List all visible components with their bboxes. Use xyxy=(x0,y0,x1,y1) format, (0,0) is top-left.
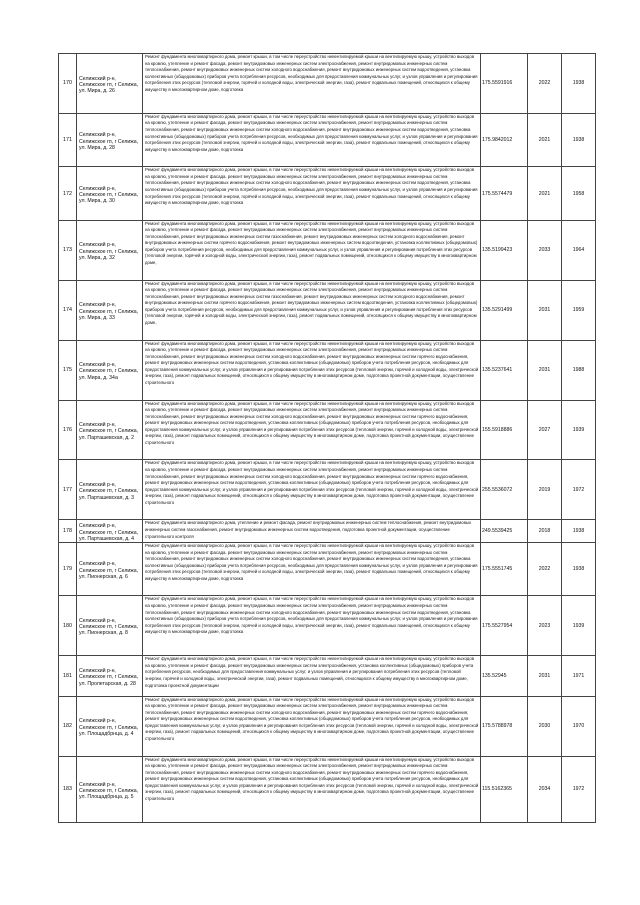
row-number: 171 xyxy=(59,113,77,166)
row-cadastral: 249.5539425 xyxy=(481,520,528,543)
row-number: 183 xyxy=(59,756,77,823)
row-works: Ремонт фундамента многоквартирного дома, ремонт крыши, в том числе переустройство невентилируемой крыши на вентилируемую крышу, устройство выходов на кровлю, утепление и ремонт фасада, ремонт внутридомовых инженерных систем электроснабжения, ремонт внутридомовых инженерных систем теплоснабжения, ремонт внутридомовых инженерных систем холодного водоснабжения, ремонт внутридомовых инженерных систем горячего водоснабжения, ремонт внутридомовых инженерных систем водоотведения, установка коллективных (общедомовых) приборов учета потребления ресурсов, необходимых для предоставления коммунальных услуг, и узлов управления и регулирования потребления этих ресурсов (тепловой энергии, горячей и холодной воды, электрической энергии, газа), ремонт подвальных помещений, относящихся к общему имуществу в многоквартирном доме, подготовка проектной документации, осуществление строительного xyxy=(145,696,479,741)
table-row xyxy=(59,656,596,696)
row-address: Селижский р-н, Селижское гп, г Селижа, ул. Мира, д. 32 xyxy=(77,220,143,280)
row-works-cell xyxy=(143,520,481,543)
row-planned-year: 2019 xyxy=(528,460,562,520)
row-planned-year: 2031 xyxy=(528,656,562,696)
row-number: 181 xyxy=(59,656,77,696)
row-planned-year: 2021 xyxy=(528,113,562,166)
row-address: Селижский р-н, Селижское гп, г Селижа, ул. Парташевская, д. 3 xyxy=(77,460,143,520)
table-row xyxy=(59,400,596,460)
row-works-cell xyxy=(143,656,481,696)
row-cadastral: 135.5237641 xyxy=(481,340,528,400)
row-cadastral: 175.9842012 xyxy=(481,113,528,166)
row-cadastral: 175.5574479 xyxy=(481,167,528,220)
row-built-year: 1939 xyxy=(562,400,596,460)
table-row xyxy=(59,756,596,823)
row-works: Ремонт фундамента многоквартирного дома, ремонт крыши, в том числе переустройство невентилируемой крыши на вентилируемую крышу, устройство выходов на кровлю, утепление и ремонт фасада, ремонт внутридомовых инженерных систем электроснабжения, ремонт внутридомовых инженерных систем теплоснабжения, ремонт внутридомовых инженерных систем холодного водоснабжения, ремонт внутридомовых инженерных систем водоотведения, установка коллективных (общедомовых) приборов учета потребления ресурсов, необходимых для предоставления коммунальных услуг, и узлов управления и регулирования потребления этих ресурсов (тепловой энергии, горячей и холодной воды, электрической энергии, газа), ремонт подвальных помещений, относящихся к общему имуществу в многоквартирном доме, подготовка xyxy=(145,54,478,92)
row-works: Ремонт фундамента многоквартирного дома, ремонт крыши, в том числе переустройство невентилируемой крыши на вентилируемую крышу, устройство выходов на кровлю, утепление и ремонт фасада, ремонт внутридомовых инженерных систем электроснабжения, ремонт внутридомовых инженерных систем теплоснабжения, ремонт внутридомовых инженерных систем холодного водоснабжения, ремонт внутридомовых инженерных систем горячего водоснабжения, ремонт внутридомовых инженерных систем водоотведения, установка коллективных (общедомовых) приборов учета потребления ресурсов, необходимых для предоставления коммунальных услуг, и узлов управления и регулирования потребления этих ресурсов (тепловой энергии, горячей и холодной воды, электрической энергии, газа), ремонт подвальных помещений, относящихся к общему имуществу в многоквартирном доме, подготовка проектной документации, осуществление строительного xyxy=(145,460,479,505)
row-planned-year: 2022 xyxy=(528,543,562,596)
row-built-year: 1970 xyxy=(562,696,596,756)
row-cadastral: 115.5162365 xyxy=(481,756,528,823)
row-cadastral: 175.5788978 xyxy=(481,696,528,756)
row-planned-year: 2018 xyxy=(528,520,562,543)
row-works: Ремонт фундамента многоквартирного дома, ремонт крыши, в том числе переустройство невентилируемой крыши на вентилируемую крышу, устройство выходов на кровлю, утепление и ремонт фасада, ремонт внутридомовых инженерных систем электроснабжения, ремонт внутридомовых инженерных систем теплоснабжения, ремонт внутридомовых инженерных систем газоснабжения, ремонт внутридомовых инженерных систем холодного водоснабжения, ремонт внутридомовых инженерных систем горячего водоснабжения, ремонт внутридомовых инженерных систем водоотведения, установка коллективных (общедомовых) приборов учета потребления ресурсов, необходимых для предоставления коммунальных услуг, и узлов управления и регулирования потребления этих ресурсов (тепловой энергии, горячей и холодной воды, электрической энергии, газа), ремонт подвальных помещений, относящихся к общему имуществу в многоквартирном доме, xyxy=(145,280,478,325)
row-works: Ремонт фундамента многоквартирного дома, ремонт крыши, в том числе переустройство невентилируемой крыши на вентилируемую крышу, устройство выходов на кровлю, утепление и ремонт фасада, ремонт внутридомовых инженерных систем электроснабжения, ремонт внутридомовых инженерных систем теплоснабжения, ремонт внутридомовых инженерных систем холодного водоснабжения, ремонт внутридомовых инженерных систем водоотведения, установка коллективных (общедомовых) приборов учета потребления ресурсов, необходимых для предоставления коммунальных услуг, и узлов управления и регулирования потребления этих ресурсов (тепловой энергии, горячей и холодной воды, электрической энергии, газа), ремонт подвальных помещений, относящихся к общему имуществу в многоквартирном доме, подготовка xyxy=(145,113,478,152)
row-works-cell xyxy=(143,596,481,656)
row-built-year: 1972 xyxy=(562,460,596,520)
table-row xyxy=(59,220,596,280)
row-works: Ремонт фундамента многоквартирного дома, ремонт крыши, в том числе переустройство невентилируемой крыши на вентилируемую крышу, устройство выходов на кровлю, утепление и ремонт фасада, ремонт внутридомовых инженерных систем электроснабжения, ремонт внутридомовых инженерных систем теплоснабжения, ремонт внутридомовых инженерных систем холодного водоснабжения, ремонт внутридомовых инженерных систем горячего водоснабжения, ремонт внутридомовых инженерных систем водоотведения, установка коллективных (общедомовых) приборов учета потребления ресурсов, необходимых для предоставления коммунальных услуг, и узлов управления и регулирования потребления этих ресурсов (тепловой энергии, горячей и холодной воды, электрической энергии, газа), ремонт подвальных помещений, относящихся к общему имуществу в многоквартирном доме, подготовка проектной документации, осуществление строительного xyxy=(145,400,479,445)
row-built-year: 1988 xyxy=(562,340,596,400)
table-row xyxy=(59,543,596,596)
row-address: Селижский р-н, Селижское гп, г Селижа, ул. Пионерская, д. 8 xyxy=(77,596,143,656)
row-address: Селижский р-н, Селижское гп, г Селижа, ул. Мира, д. 33 xyxy=(77,280,143,340)
row-works: Ремонт фундамента многоквартирного дома, ремонт крыши, в том числе переустройство невентилируемой крыши на вентилируемую крышу, устройство выходов на кровлю, утепление и ремонт фасада, ремонт внутридомовых инженерных систем электроснабжения, ремонт внутридомовых инженерных систем теплоснабжения, ремонт внутридомовых инженерных систем холодного водоснабжения, ремонт внутридомовых инженерных систем водоотведения, установка коллективных (общедомовых) приборов учета потребления ресурсов, необходимых для предоставления коммунальных услуг, и узлов управления и регулирования потребления этих ресурсов (тепловой энергии, горячей и холодной воды, электрической энергии, газа), ремонт подвальных помещений, относящихся к общему имуществу в многоквартирном доме, подготовка xyxy=(145,543,478,581)
row-number: 182 xyxy=(59,696,77,756)
table-row xyxy=(59,54,596,114)
row-built-year: 1971 xyxy=(562,656,596,696)
housing-repair-table xyxy=(58,53,585,823)
row-works: Ремонт фундамента многоквартирного дома, ремонт крыши, в том числе переустройство невентилируемой крыши на вентилируемую крышу, устройство выходов на кровлю, утепление и ремонт фасада, ремонт внутридомовых инженерных систем электроснабжения, ремонт внутридомовых инженерных систем теплоснабжения, ремонт внутридомовых инженерных систем холодного водоснабжения, ремонт внутридомовых инженерных систем горячего водоснабжения, ремонт внутридомовых инженерных систем водоотведения, установка коллективных (общедомовых) приборов учета потребления ресурсов, необходимых для предоставления коммунальных услуг, и узлов управления и регулирования потребления этих ресурсов (тепловой энергии, горячей и холодной воды, электрической энергии, газа), ремонт подвальных помещений, относящихся к общему имуществу в многоквартирном доме, подготовка проектной документации, осуществление строительного xyxy=(145,756,479,801)
row-number: 178 xyxy=(59,520,77,543)
row-built-year: 1964 xyxy=(562,220,596,280)
row-built-year: 1958 xyxy=(562,167,596,220)
row-works: Ремонт фундамента многоквартирного дома, ремонт крыши, в том числе переустройство невентилируемой крыши на вентилируемую крышу, устройство выходов на кровлю, утепление и ремонт фасада, ремонт внутридомовых инженерных систем электроснабжения, ремонт внутридомовых инженерных систем теплоснабжения, ремонт внутридомовых инженерных систем холодного водоснабжения, ремонт внутридомовых инженерных систем водоотведения, установка коллективных (общедомовых) приборов учета потребления ресурсов, необходимых для предоставления коммунальных услуг, и узлов управления и регулирования потребления этих ресурсов (тепловой энергии, горячей и холодной воды, электрической энергии, газа), ремонт подвальных помещений, относящихся к общему имуществу в многоквартирном доме, подготовка xyxy=(145,596,478,635)
row-planned-year: 2030 xyxy=(528,696,562,756)
row-number: 176 xyxy=(59,400,77,460)
row-address: Селижский р-н, Селижское гп, г Селижа, ул. Мира, д. 26 xyxy=(77,54,143,114)
row-planned-year: 2034 xyxy=(528,756,562,823)
row-planned-year: 2031 xyxy=(528,280,562,340)
row-address: Селижский р-н, Селижское гп, г Селижа, ул. Пионерская, д. 6 xyxy=(77,543,143,596)
row-works-cell xyxy=(143,167,481,220)
row-number: 177 xyxy=(59,460,77,520)
row-cadastral: 175.5527954 xyxy=(481,596,528,656)
row-works: Ремонт фундамента многоквартирного дома, утепление и ремонт фасада, ремонт внутридомовых инженерных систем теплоснабжения, ремонт внутридомовых инженерных систем газоснабжения, ремонт внутридомовых инженерных систем водоотведения, подготовка проектной документации, осуществление строительного контроля xyxy=(145,520,472,539)
repair-schedule-table xyxy=(58,53,596,823)
row-works-cell xyxy=(143,696,481,756)
row-cadastral: 155.5918886 xyxy=(481,400,528,460)
row-built-year: 1959 xyxy=(562,280,596,340)
row-number: 175 xyxy=(59,340,77,400)
row-cadastral: 135.5291499 xyxy=(481,280,528,340)
row-address: Селижский р-н, Селижское гп, г Селижа, ул. Мира, д. 30 xyxy=(77,167,143,220)
row-works-cell xyxy=(143,400,481,460)
row-cadastral: 175.5591916 xyxy=(481,54,528,114)
table-row xyxy=(59,113,596,166)
table-row xyxy=(59,596,596,656)
row-address: Селижский р-н, Селижское гп, г Селижа, ул. Мира, д. 34а xyxy=(77,340,143,400)
row-cadastral: 175.5551745 xyxy=(481,543,528,596)
row-cadastral: 135.52945 xyxy=(481,656,528,696)
row-planned-year: 2023 xyxy=(528,596,562,656)
row-address: Селижский р-н, Селижское гп, г Селижа, ул. Парташевская, д. 4 xyxy=(77,520,143,543)
row-cadastral: 135.5199423 xyxy=(481,220,528,280)
row-works-cell xyxy=(143,340,481,400)
row-address: Селижский р-н, Селижское гп, г Селижа, ул. Площадбрнца, д. 5 xyxy=(77,756,143,823)
row-works-cell xyxy=(143,113,481,166)
row-built-year: 1939 xyxy=(562,596,596,656)
row-works-cell xyxy=(143,756,481,823)
table-row xyxy=(59,280,596,340)
row-built-year: 1938 xyxy=(562,113,596,166)
row-number: 179 xyxy=(59,543,77,596)
table-row xyxy=(59,167,596,220)
row-planned-year: 2027 xyxy=(528,400,562,460)
row-works-cell xyxy=(143,280,481,340)
row-planned-year: 2033 xyxy=(528,220,562,280)
row-built-year: 1938 xyxy=(562,54,596,114)
row-number: 170 xyxy=(59,54,77,114)
row-works: Ремонт фундамента многоквартирного дома, ремонт крыши, в том числе переустройство невентилируемой крыши на вентилируемую крышу, устройство выходов на кровлю, утепление и ремонт фасада, ремонт внутридомовых инженерных систем электроснабжения, ремонт внутридомовых инженерных систем теплоснабжения, ремонт внутридомовых инженерных систем холодного водоснабжения, ремонт внутридомовых инженерных систем водоотведения, установка коллективных (общедомовых) приборов учета потребления ресурсов, необходимых для предоставления коммунальных услуг, и узлов управления и регулирования потребления этих ресурсов (тепловой энергии, горячей и холодной воды, электрической энергии, газа), ремонт подвальных помещений, относящихся к общему имуществу в многоквартирном доме, подготовка xyxy=(145,167,478,206)
row-works-cell xyxy=(143,460,481,520)
row-number: 172 xyxy=(59,167,77,220)
table-row xyxy=(59,520,596,543)
table-body xyxy=(59,54,596,823)
row-number: 180 xyxy=(59,596,77,656)
row-works-cell xyxy=(143,220,481,280)
row-built-year: 1938 xyxy=(562,520,596,543)
row-planned-year: 2022 xyxy=(528,54,562,114)
row-address: Селижский р-н, Селижское гп, г Селижа, ул. Мира, д. 28 xyxy=(77,113,143,166)
row-works-cell xyxy=(143,54,481,114)
row-address: Селижский р-н, Селижское гп, г Селижа, ул. Пролетарская, д. 28 xyxy=(77,656,143,696)
table-row xyxy=(59,696,596,756)
table-row xyxy=(59,460,596,520)
row-works: Ремонт фундамента многоквартирного дома, ремонт крыши, в том числе переустройство невентилируемой крыши на вентилируемую крышу, устройство выходов на кровлю, утепление и ремонт фасада, ремонт внутридомовых инженерных систем электроснабжения, установка коллективных (общедомовых) приборов учета потребления ресурсов, необходимых для предоставления коммунальных услуг, и узлов управления и регулирования потребления этих ресурсов (тепловой энергии, горячей и холодной воды, электрической энергии, газа), ремонт подвальных помещений, относящихся к общему имуществу в многоквартирном доме, подготовка проектной документации xyxy=(145,656,475,688)
row-works-cell xyxy=(143,543,481,596)
row-address: Селижский р-н, Селижское гп, г Селижа, ул. Парташевская, д. 2 xyxy=(77,400,143,460)
row-built-year: 1938 xyxy=(562,543,596,596)
row-works: Ремонт фундамента многоквартирного дома, ремонт крыши, в том числе переустройство невентилируемой крыши на вентилируемую крышу, устройство выходов на кровлю, утепление и ремонт фасада, ремонт внутридомовых инженерных систем электроснабжения, ремонт внутридомовых инженерных систем теплоснабжения, ремонт внутридомовых инженерных систем холодного водоснабжения, ремонт внутридомовых инженерных систем горячего водоснабжения, ремонт внутридомовых инженерных систем водоотведения, установка коллективных (общедомовых) приборов учета потребления ресурсов, необходимых для предоставления коммунальных услуг, и узлов управления и регулирования потребления этих ресурсов (тепловой энергии, горячей и холодной воды, электрической энергии, газа), ремонт подвальных помещений, относящихся к общему имуществу в многоквартирном доме, подготовка проектной документации, осуществление строительного xyxy=(145,340,479,385)
row-built-year: 1972 xyxy=(562,756,596,823)
table-row xyxy=(59,340,596,400)
row-works: Ремонт фундамента многоквартирного дома, ремонт крыши, в том числе переустройство невентилируемой крыши на вентилируемую крышу, устройство выходов на кровлю, утепление и ремонт фасада, ремонт внутридомовых инженерных систем электроснабжения, ремонт внутридомовых инженерных систем теплоснабжения, ремонт внутридомовых инженерных систем газоснабжения, ремонт внутридомовых инженерных систем холодного водоснабжения, ремонт внутридомовых инженерных систем горячего водоснабжения, ремонт внутридомовых инженерных систем водоотведения, установка коллективных (общедомовых) приборов учета потребления ресурсов, необходимых для предоставления коммунальных услуг, и узлов управления и регулирования потребления этих ресурсов (тепловой энергии, горячей и холодной воды, электрической энергии, газа), ремонт подвальных помещений, относящихся к общему имуществу в многоквартирном доме, xyxy=(145,220,478,265)
row-planned-year: 2021 xyxy=(528,167,562,220)
row-address: Селижский р-н, Селижское гп, г Селижа, ул. Площадбрнца, д. 4 xyxy=(77,696,143,756)
row-planned-year: 2031 xyxy=(528,340,562,400)
row-number: 174 xyxy=(59,280,77,340)
row-cadastral: 255.5536072 xyxy=(481,460,528,520)
row-number: 173 xyxy=(59,220,77,280)
